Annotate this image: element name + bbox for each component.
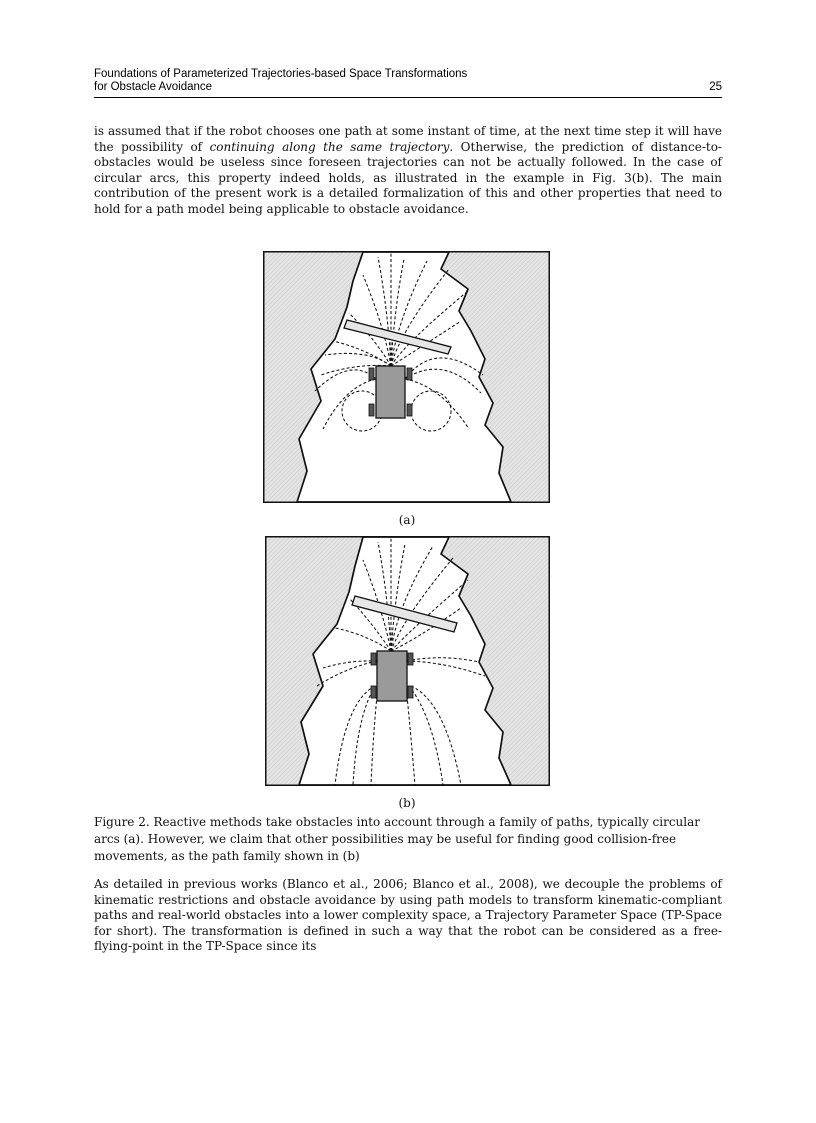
paragraph-1-text-start: is assumed that if the robot chooses one path at some instant of time, at the next time step it will have the possibility of <box>94 124 722 154</box>
figure-a-wheel <box>407 404 412 416</box>
paragraph-1-emphasis: continuing along the same trajectory <box>209 139 450 154</box>
figure-a-robot <box>376 366 405 418</box>
figure-caption: Figure 2. Reactive methods take obstacles into account through a family of paths, typically circular arcs (a). However, we claim that other possibilities may be useful for finding good collision-free movements, as the path family shown in (b) <box>94 815 701 863</box>
figure-b-wheel <box>408 653 413 665</box>
figure-a-circular-arcs <box>263 251 550 503</box>
figure-b-wheel <box>371 653 376 665</box>
header-title-line2: for Obstacle Avoidance <box>94 81 213 93</box>
paragraph-2: As detailed in previous works (Blanco et al., 2006; Blanco et al., 2008), we decouple the problems of kinematic restrictions and obstacle avoidance by using path models to transform kinematic-compliant paths and real-world obstacles into a lower complexity space, a Trajectory Parameter Space (TP-Space for short). The transformation is defined in such a way that the robot can be considered as a free-flying-point in the TP-Space since its <box>94 877 722 954</box>
header-rule <box>94 97 722 98</box>
figure-b-wheel <box>371 686 376 698</box>
paragraph-1 <box>94 124 722 218</box>
figure-a-wheel <box>407 368 412 380</box>
figure-b-wheel <box>408 686 413 698</box>
figure-b-robot <box>377 651 407 701</box>
running-header <box>94 68 722 94</box>
figure-a-wheel <box>369 404 374 416</box>
figure-b-label: (b) <box>398 796 416 810</box>
figure-b-alternative-paths <box>265 536 550 786</box>
header-title-line1: Foundations of Parameterized Trajectories-based Space Transformations <box>94 68 468 80</box>
figure-a-wheel <box>369 368 374 380</box>
page-number: 25 <box>709 81 722 93</box>
paragraph-1-text-end: . Otherwise, the prediction of distance-to-obstacles would be useless since foreseen trajectories can not be actually followed. In the case of circular arcs, this property indeed holds, as illustrated in the example in Fig. 3(b). The main contribution of the present work is a detailed formalization of this and other properties that need to hold for a path model being applicable to obstacle avoidance. <box>94 139 722 216</box>
figure-a-label: (a) <box>398 513 416 527</box>
